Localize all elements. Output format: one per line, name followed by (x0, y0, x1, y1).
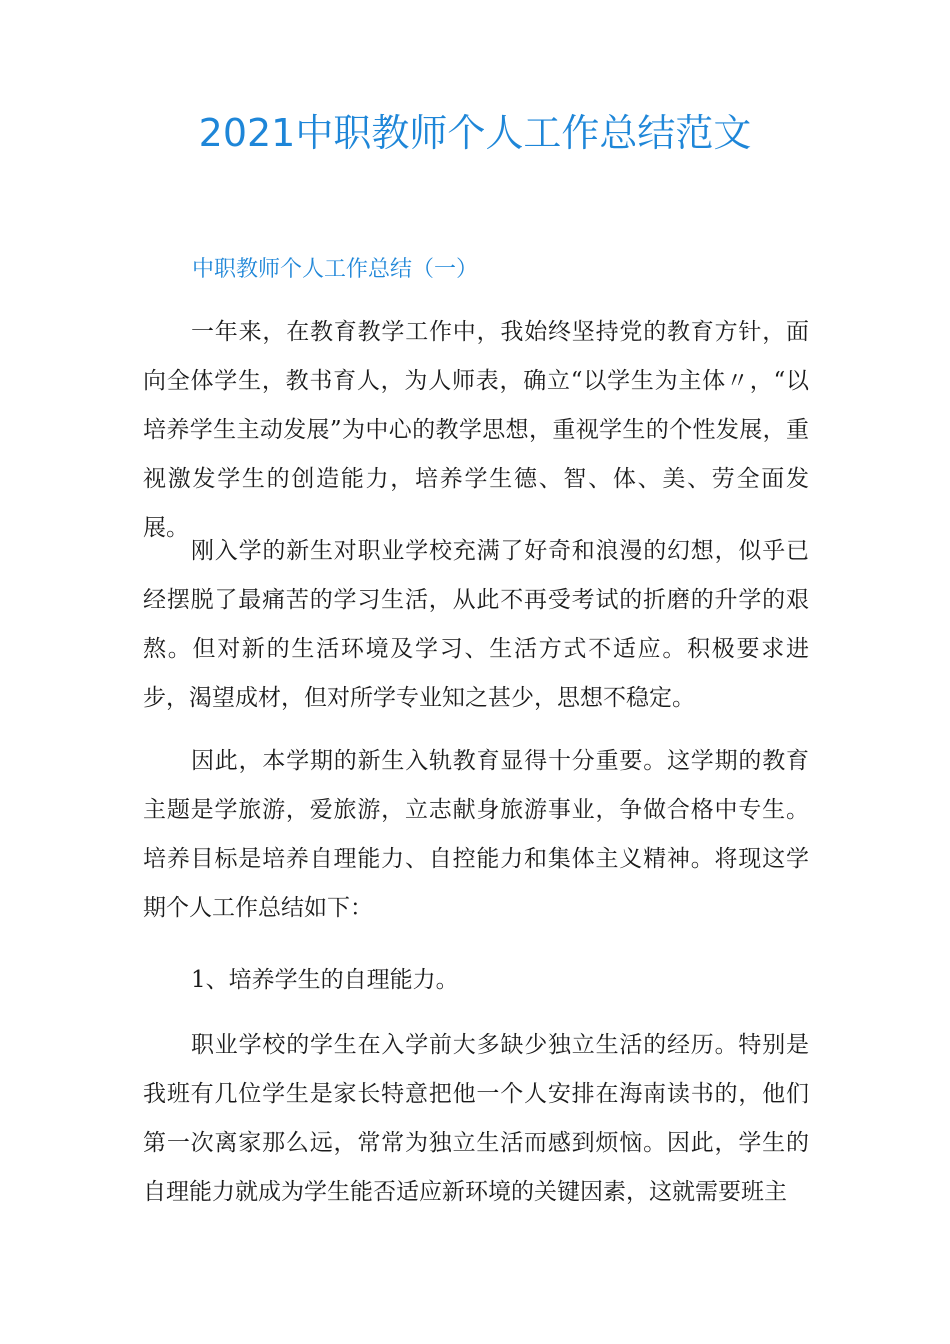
section-heading: 中职教师个人工作总结（一） (192, 257, 479, 282)
document-title: 2021中职教师个人工作总结范文 (198, 111, 752, 155)
paragraph-4: 职业学校的学生在入学前大多缺少独立生活的经历。特别是我班有几位学生是家长特意把他一个人安排在海南读书的，他们第一次离家那么远，常常为独立生活而感到烦恼。因此，学生的自理能力就成为学生能否适应新环境的关键因素，这就需要班主 (143, 1032, 809, 1205)
paragraph-1: 一年来，在教育教学工作中，我始终坚持党的教育方针，面向全体学生，教书育人，为人师表，确立“以学生为主体〃，“以培养学生主动发展”为中心的教学思想，重视学生的个性发展，重视激发学生的创造能力，培养学生德、智、体、美、劳全面发展。 (143, 319, 809, 541)
paragraph-2: 刚入学的新生对职业学校充满了好奇和浪漫的幻想，似乎已经摆脱了最痛苦的学习生活，从此不再受考试的折磨的升学的艰熬。但对新的生活环境及学习、生活方式不适应。积极要求进步，渴望成材，但对所学专业知之甚少，思想不稳定。 (143, 538, 809, 711)
list-heading-1: 1、培养学生的自理能力。 (191, 967, 459, 993)
paragraph-3: 因此，本学期的新生入轨教育显得十分重要。这学期的教育主题是学旅游，爱旅游，立志献身旅游事业，争做合格中专生。培养目标是培养自理能力、自控能力和集体主义精神。将现这学期个人工作总结如下： (143, 748, 809, 921)
